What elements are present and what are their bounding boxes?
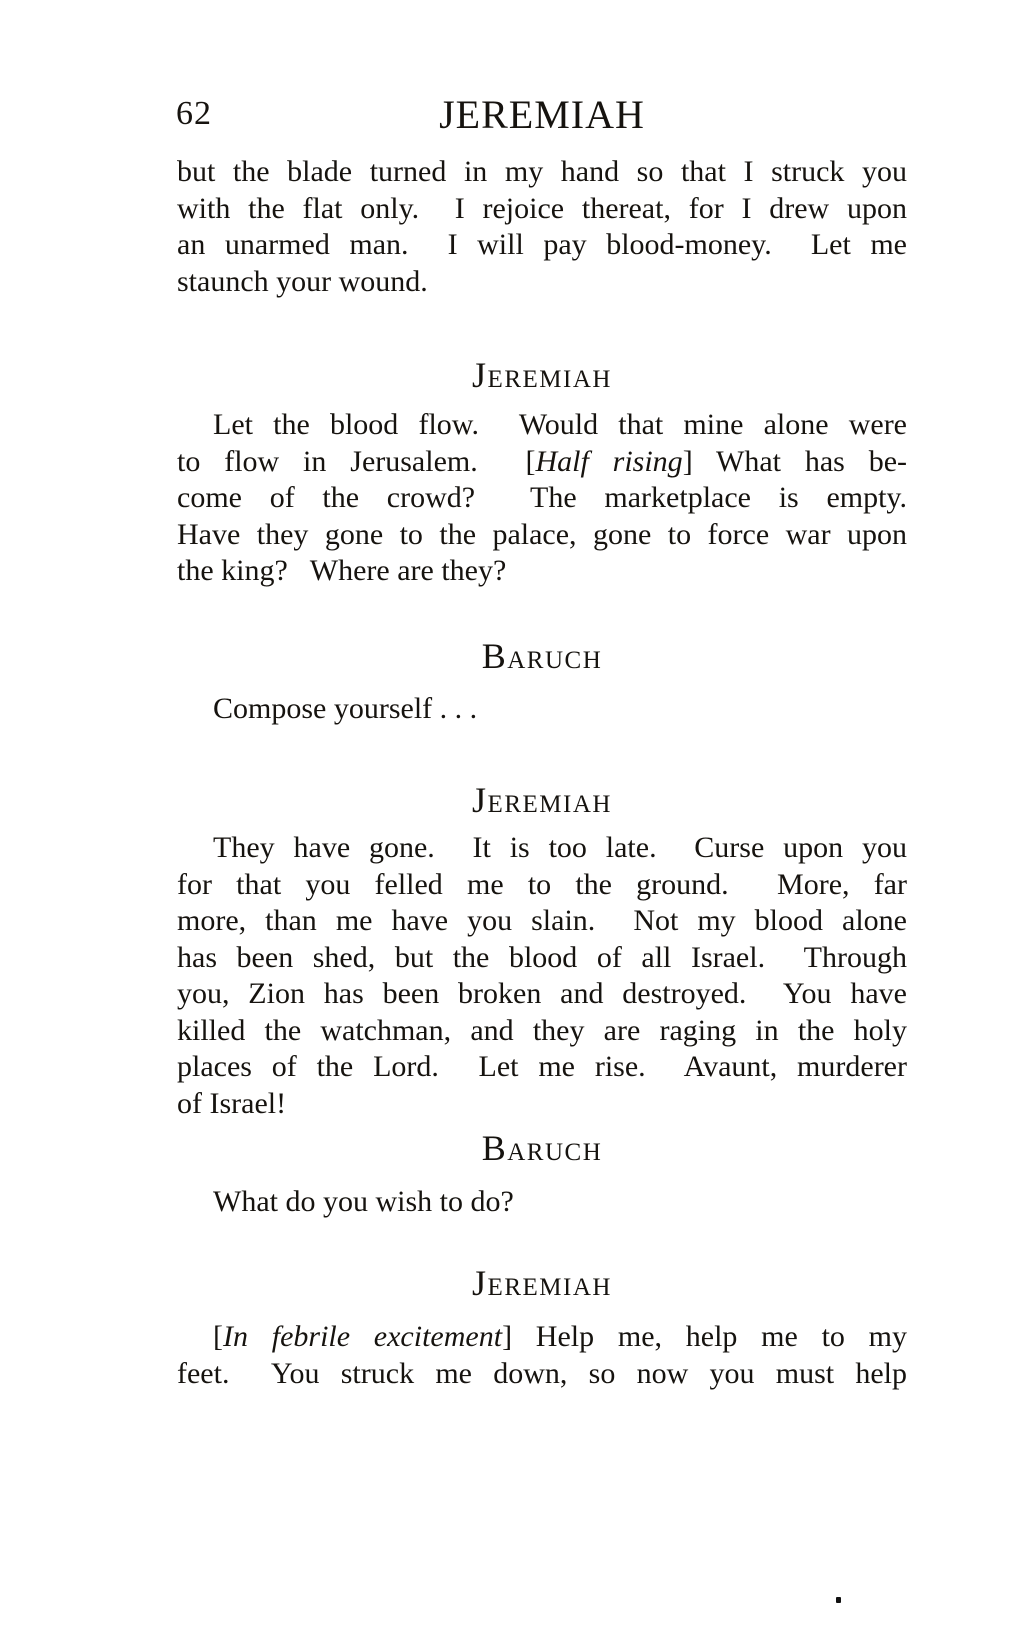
text-line: They have gone. It is too late. Curse upon you: [213, 831, 907, 864]
ink-speck: [836, 1597, 841, 1603]
dialogue-paragraph: [177, 1184, 907, 1221]
stage-direction: Half rising: [535, 444, 683, 478]
speaker-heading-baruch: Baruch: [481, 1128, 603, 1168]
running-title: JEREMIAH: [439, 92, 645, 137]
text-line: more, than me have you slain. Not my blood alone: [177, 904, 907, 937]
text-line: [177, 1319, 907, 1356]
text-segment: ] What has be-: [682, 444, 908, 478]
text-line: you, Zion has been broken and destroyed. You have: [177, 977, 907, 1010]
dialogue-paragraph: [177, 691, 907, 728]
text-line: of Israel!: [177, 1086, 287, 1120]
speaker-heading-jeremiah: Jeremiah: [472, 780, 612, 820]
speaker-heading-jeremiah: Jeremiah: [472, 355, 612, 395]
text-line: the king? Where are they?: [177, 554, 507, 587]
text-line: [177, 444, 907, 481]
text-line: but the blade turned in my hand so that I struck you: [177, 155, 907, 188]
text-line: Let the blood flow. Would that mine alone were: [213, 408, 907, 441]
text-line: killed the watchman, and they are raging in the holy: [177, 1013, 907, 1047]
text-segment: ] Help me, help me to my: [502, 1320, 907, 1353]
text-line: What do you wish to do?: [213, 1185, 514, 1218]
dialogue-paragraph: [177, 154, 907, 300]
page-number: 62: [176, 95, 212, 132]
text-segment: [: [213, 1320, 223, 1353]
text-segment: to flow in Jerusalem. [: [177, 444, 536, 478]
speaker-heading-baruch: Baruch: [481, 636, 603, 676]
speaker-heading-jeremiah: Jeremiah: [472, 1263, 612, 1303]
stage-direction: In febrile excitement: [223, 1320, 503, 1353]
text-line: with the flat only. I rejoice thereat, for I drew upon: [177, 191, 907, 225]
text-line: Have they gone to the palace, gone to force war upon: [177, 517, 907, 551]
text-line: come of the crowd? The marketplace is empty.: [177, 481, 907, 514]
text-line: for that you felled me to the ground. More, far: [177, 867, 907, 901]
dialogue-paragraph: [177, 830, 907, 1122]
text-line: places of the Lord. Let me rise. Avaunt, murderer: [177, 1050, 907, 1083]
text-line: an unarmed man. I will pay blood-money. Let me: [177, 228, 907, 261]
text-line: Compose yourself . . .: [213, 692, 478, 725]
dialogue-paragraph: [177, 1319, 907, 1392]
dialogue-paragraph: [177, 407, 907, 590]
text-line: has been shed, but the blood of all Israel. Through: [177, 940, 907, 974]
text-line: staunch your wound.: [177, 264, 428, 298]
text-line: feet. You struck me down, so now you must help: [177, 1356, 907, 1390]
